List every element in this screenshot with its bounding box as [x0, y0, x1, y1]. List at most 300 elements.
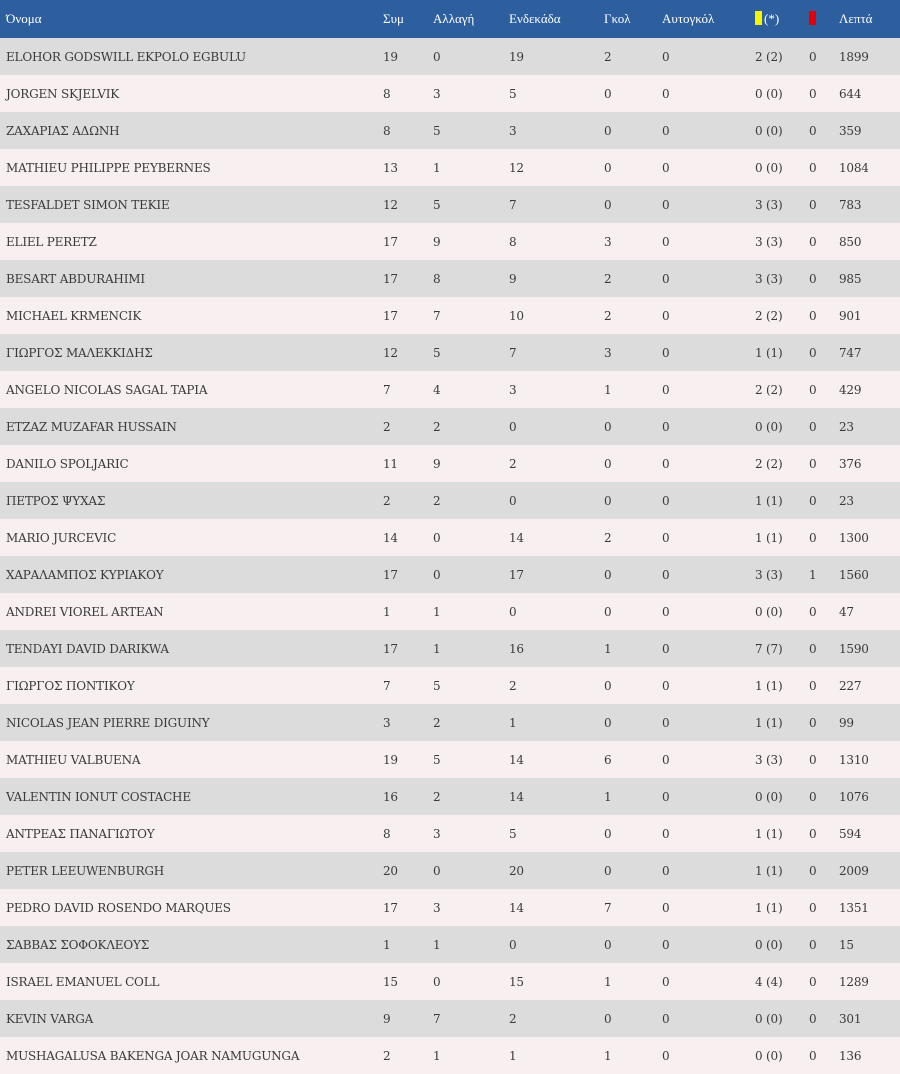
appearances-cell: 2 [383, 493, 391, 508]
starting-cell: 2 [509, 1011, 517, 1026]
starting-cell: 15 [509, 974, 524, 989]
goals-cell: 2 [604, 271, 612, 286]
table-row [0, 371, 900, 408]
substitute-cell: 0 [433, 49, 441, 64]
column-header-substitute[interactable] [427, 0, 503, 38]
appearances-cell: 8 [383, 86, 391, 101]
appearances-cell: 7 [383, 382, 391, 397]
own-goals-cell: 0 [662, 1011, 670, 1026]
minutes-cell: 301 [839, 1011, 862, 1026]
substitute-cell: 4 [433, 382, 441, 397]
player-name-cell[interactable]: ΧΑΡΑΛΑΜΠΟΣ ΚΥΡΙΑΚΟΥ [6, 567, 164, 582]
appearances-cell: 2 [383, 419, 391, 434]
minutes-cell: 850 [839, 234, 862, 249]
goals-cell: 3 [604, 234, 612, 249]
player-name-cell[interactable]: ΓΙΩΡΓΟΣ ΜΑΛΕΚΚΙΔΗΣ [6, 345, 153, 360]
red-cards-cell: 0 [809, 937, 817, 952]
substitute-cell: 5 [433, 752, 441, 767]
substitute-cell: 2 [433, 493, 441, 508]
minutes-cell: 1300 [839, 530, 869, 545]
starting-cell: 0 [509, 419, 517, 434]
goals-cell: 3 [604, 345, 612, 360]
starting-cell: 3 [509, 123, 517, 138]
red-cards-cell: 0 [809, 345, 817, 360]
goals-cell: 1 [604, 382, 612, 397]
own-goals-cell: 0 [662, 641, 670, 656]
substitute-cell: 9 [433, 456, 441, 471]
red-cards-cell: 0 [809, 197, 817, 212]
starting-cell: 5 [509, 826, 517, 841]
starting-cell: 1 [509, 1048, 517, 1063]
yellow-cards-cell: 0 (0) [755, 789, 783, 804]
own-goals-cell: 0 [662, 678, 670, 693]
red-cards-cell: 0 [809, 715, 817, 730]
starting-cell: 10 [509, 308, 524, 323]
goals-cell: 0 [604, 604, 612, 619]
goals-cell: 1 [604, 789, 612, 804]
table-row [0, 260, 900, 297]
minutes-cell: 227 [839, 678, 862, 693]
appearances-cell: 19 [383, 49, 398, 64]
substitute-cell: 0 [433, 567, 441, 582]
substitute-cell: 0 [433, 530, 441, 545]
column-header-goals[interactable] [598, 0, 656, 38]
table-row [0, 741, 900, 778]
appearances-cell: 11 [383, 456, 398, 471]
substitute-cell: 3 [433, 826, 441, 841]
red-cards-cell: 0 [809, 974, 817, 989]
own-goals-cell: 0 [662, 123, 670, 138]
table-row [0, 482, 900, 519]
starting-cell: 19 [509, 49, 524, 64]
table-row [0, 630, 900, 667]
minutes-cell: 594 [839, 826, 862, 841]
red-cards-cell: 0 [809, 826, 817, 841]
minutes-cell: 359 [839, 123, 862, 138]
appearances-cell: 3 [383, 715, 391, 730]
own-goals-cell: 0 [662, 715, 670, 730]
player-name-cell[interactable]: ANDREI VIOREL ARTEAN [6, 604, 164, 619]
minutes-cell: 15 [839, 937, 854, 952]
own-goals-cell: 0 [662, 382, 670, 397]
yellow-cards-cell: 0 (0) [755, 123, 783, 138]
yellow-cards-cell: 0 (0) [755, 1048, 783, 1063]
yellow-cards-cell: 1 (1) [755, 678, 783, 693]
player-name-cell[interactable]: KEVIN VARGA [6, 1011, 94, 1026]
appearances-cell: 17 [383, 641, 398, 656]
table-row [0, 223, 900, 260]
substitute-cell: 5 [433, 123, 441, 138]
table-row [0, 1000, 900, 1037]
substitute-cell: 7 [433, 308, 441, 323]
goals-cell: 0 [604, 456, 612, 471]
minutes-cell: 783 [839, 197, 862, 212]
appearances-cell: 20 [383, 863, 398, 878]
goals-cell: 7 [604, 900, 612, 915]
own-goals-cell: 0 [662, 863, 670, 878]
own-goals-cell: 0 [662, 308, 670, 323]
starting-cell: 5 [509, 86, 517, 101]
goals-cell: 0 [604, 160, 612, 175]
column-header-name[interactable] [0, 0, 377, 38]
table-row [0, 704, 900, 741]
column-header-minutes-label: Λεπτά [839, 11, 873, 26]
minutes-cell: 1351 [839, 900, 869, 915]
red-cards-cell: 0 [809, 160, 817, 175]
minutes-cell: 1310 [839, 752, 869, 767]
yellow-cards-cell: 3 (3) [755, 234, 783, 249]
minutes-cell: 429 [839, 382, 862, 397]
own-goals-cell: 0 [662, 567, 670, 582]
red-cards-cell: 0 [809, 863, 817, 878]
table-row [0, 297, 900, 334]
starting-cell: 14 [509, 789, 524, 804]
substitute-cell: 5 [433, 197, 441, 212]
starting-cell: 7 [509, 345, 517, 360]
goals-cell: 0 [604, 863, 612, 878]
player-name-cell[interactable]: NICOLAS JEAN PIERRE DIGUINY [6, 715, 210, 730]
own-goals-cell: 0 [662, 86, 670, 101]
red-cards-cell: 0 [809, 1048, 817, 1063]
yellow-cards-cell: 1 (1) [755, 826, 783, 841]
starting-cell: 14 [509, 530, 524, 545]
player-name-cell[interactable]: ΣΑΒΒΑΣ ΣΟΦΟΚΛΕΟΥΣ [6, 937, 149, 952]
goals-cell: 0 [604, 419, 612, 434]
yellow-cards-cell: 1 (1) [755, 530, 783, 545]
goals-cell: 0 [604, 493, 612, 508]
minutes-cell: 1899 [839, 49, 869, 64]
yellow-cards-cell: 1 (1) [755, 715, 783, 730]
appearances-cell: 15 [383, 974, 398, 989]
appearances-cell: 13 [383, 160, 398, 175]
yellow-cards-cell: 0 (0) [755, 1011, 783, 1026]
minutes-cell: 99 [839, 715, 854, 730]
starting-cell: 1 [509, 715, 517, 730]
goals-cell: 2 [604, 49, 612, 64]
appearances-cell: 12 [383, 345, 398, 360]
table-row [0, 889, 900, 926]
own-goals-cell: 0 [662, 419, 670, 434]
yellow-cards-cell: 0 (0) [755, 86, 783, 101]
appearances-cell: 1 [383, 937, 391, 952]
table-row [0, 815, 900, 852]
starting-cell: 7 [509, 197, 517, 212]
table-row [0, 445, 900, 482]
goals-cell: 0 [604, 197, 612, 212]
player-name-cell[interactable]: MICHAEL KRMENCIK [6, 308, 142, 323]
yellow-cards-cell: 0 (0) [755, 604, 783, 619]
column-header-minutes[interactable] [833, 0, 900, 38]
red-cards-cell: 0 [809, 49, 817, 64]
table-body [0, 38, 900, 1074]
yellow-cards-cell: 7 (7) [755, 641, 783, 656]
starting-cell: 16 [509, 641, 524, 656]
table-row [0, 75, 900, 112]
starting-cell: 8 [509, 234, 517, 249]
goals-cell: 0 [604, 1011, 612, 1026]
own-goals-cell: 0 [662, 493, 670, 508]
own-goals-cell: 0 [662, 234, 670, 249]
yellow-cards-cell: 0 (0) [755, 419, 783, 434]
yellow-cards-cell: 1 (1) [755, 900, 783, 915]
starting-cell: 2 [509, 456, 517, 471]
red-cards-cell: 0 [809, 530, 817, 545]
substitute-cell: 2 [433, 789, 441, 804]
starting-cell: 14 [509, 752, 524, 767]
appearances-cell: 17 [383, 271, 398, 286]
player-name-cell[interactable]: ETZAZ MUZAFAR HUSSAIN [6, 419, 177, 434]
yellow-cards-cell: 1 (1) [755, 863, 783, 878]
yellow-cards-cell: 4 (4) [755, 974, 783, 989]
substitute-cell: 8 [433, 271, 441, 286]
table-row [0, 334, 900, 371]
player-name-cell[interactable]: PEDRO DAVID ROSENDO MARQUES [6, 900, 231, 915]
starting-cell: 14 [509, 900, 524, 915]
own-goals-cell: 0 [662, 49, 670, 64]
own-goals-cell: 0 [662, 1048, 670, 1063]
own-goals-cell: 0 [662, 826, 670, 841]
appearances-cell: 8 [383, 826, 391, 841]
yellow-cards-cell: 1 (1) [755, 493, 783, 508]
player-name-cell[interactable]: ΓΙΩΡΓΟΣ ΠΟΝΤΙΚΟΥ [6, 678, 135, 693]
player-name-cell[interactable]: ISRAEL EMANUEL COLL [6, 974, 160, 989]
minutes-cell: 2009 [839, 863, 869, 878]
player-name-cell[interactable]: PETER LEEUWENBURGH [6, 863, 165, 878]
own-goals-cell: 0 [662, 900, 670, 915]
appearances-cell: 12 [383, 197, 398, 212]
table-row [0, 963, 900, 1000]
minutes-cell: 23 [839, 493, 854, 508]
minutes-cell: 136 [839, 1048, 862, 1063]
column-header-substitute-label: Αλλαγή [433, 11, 475, 26]
red-cards-cell: 0 [809, 308, 817, 323]
substitute-cell: 1 [433, 604, 441, 619]
starting-cell: 17 [509, 567, 524, 582]
own-goals-cell: 0 [662, 197, 670, 212]
starting-cell: 20 [509, 863, 524, 878]
own-goals-cell: 0 [662, 456, 670, 471]
own-goals-cell: 0 [662, 937, 670, 952]
column-header-own-goals-label: Αυτογκόλ [662, 11, 715, 26]
red-cards-cell: 0 [809, 752, 817, 767]
player-name-cell[interactable]: ELOHOR GODSWILL EKPOLO EGBULU [6, 49, 246, 64]
yellow-card-icon [755, 11, 762, 25]
goals-cell: 2 [604, 530, 612, 545]
own-goals-cell: 0 [662, 530, 670, 545]
player-name-cell[interactable]: MUSHAGALUSA BAKENGA JOAR NAMUGUNGA [6, 1048, 300, 1063]
goals-cell: 2 [604, 308, 612, 323]
red-cards-cell: 0 [809, 900, 817, 915]
red-cards-cell: 0 [809, 789, 817, 804]
goals-cell: 0 [604, 678, 612, 693]
minutes-cell: 985 [839, 271, 862, 286]
player-name-cell[interactable]: BESART ABDURAHIMI [6, 271, 145, 286]
player-name-cell[interactable]: VALENTIN IONUT COSTACHE [6, 789, 191, 804]
substitute-cell: 2 [433, 715, 441, 730]
goals-cell: 6 [604, 752, 612, 767]
red-card-icon [809, 11, 816, 25]
red-cards-cell: 0 [809, 382, 817, 397]
player-name-cell[interactable]: TESFALDET SIMON TEKIE [6, 197, 170, 212]
substitute-cell: 1 [433, 937, 441, 952]
minutes-cell: 23 [839, 419, 854, 434]
table-row [0, 519, 900, 556]
own-goals-cell: 0 [662, 752, 670, 767]
red-cards-cell: 0 [809, 234, 817, 249]
yellow-cards-cell: 2 (2) [755, 382, 783, 397]
starting-cell: 12 [509, 160, 524, 175]
player-name-cell[interactable]: ELIEL PERETZ [6, 234, 97, 249]
minutes-cell: 1560 [839, 567, 869, 582]
starting-cell: 0 [509, 604, 517, 619]
column-header-own-goals[interactable] [656, 0, 749, 38]
starting-cell: 2 [509, 678, 517, 693]
column-header-starting-label: Ενδεκάδα [509, 11, 561, 26]
column-header-appearances-label: Συμ [383, 11, 404, 26]
minutes-cell: 1289 [839, 974, 869, 989]
column-header-starting[interactable] [503, 0, 598, 38]
minutes-cell: 1076 [839, 789, 869, 804]
table-row [0, 38, 900, 75]
starting-cell: 9 [509, 271, 517, 286]
goals-cell: 0 [604, 86, 612, 101]
goals-cell: 0 [604, 715, 612, 730]
minutes-cell: 747 [839, 345, 862, 360]
substitute-cell: 9 [433, 234, 441, 249]
minutes-cell: 901 [839, 308, 862, 323]
red-cards-cell: 0 [809, 271, 817, 286]
starting-cell: 3 [509, 382, 517, 397]
red-cards-cell: 0 [809, 493, 817, 508]
player-name-cell[interactable]: DANILO SPOLJARIC [6, 456, 129, 471]
player-name-cell[interactable]: ΑΝΤΡΕΑΣ ΠΑΝΑΓΙΩΤΟΥ [6, 826, 155, 841]
appearances-cell: 16 [383, 789, 398, 804]
table-row [0, 926, 900, 963]
substitute-cell: 2 [433, 419, 441, 434]
red-cards-cell: 1 [809, 567, 817, 582]
yellow-cards-cell: 3 (3) [755, 197, 783, 212]
column-header-name-label: Όνομα [6, 11, 42, 26]
substitute-cell: 0 [433, 974, 441, 989]
substitute-cell: 7 [433, 1011, 441, 1026]
minutes-cell: 644 [839, 86, 862, 101]
table-row [0, 852, 900, 889]
substitute-cell: 3 [433, 900, 441, 915]
table-row [0, 408, 900, 445]
column-header-yellow-cards-label: (*) [764, 11, 780, 26]
yellow-cards-cell: 3 (3) [755, 567, 783, 582]
starting-cell: 0 [509, 937, 517, 952]
table-row [0, 149, 900, 186]
red-cards-cell: 0 [809, 678, 817, 693]
goals-cell: 0 [604, 937, 612, 952]
yellow-cards-cell: 3 (3) [755, 271, 783, 286]
own-goals-cell: 0 [662, 271, 670, 286]
substitute-cell: 5 [433, 345, 441, 360]
player-name-cell[interactable]: ΠΕΤΡΟΣ ΨΥΧΑΣ [6, 493, 106, 508]
yellow-cards-cell: 2 (2) [755, 456, 783, 471]
table-row [0, 667, 900, 704]
column-header-goals-label: Γκολ [604, 11, 631, 26]
player-name-cell[interactable]: ANGELO NICOLAS SAGAL TAPIA [6, 382, 208, 397]
yellow-cards-cell: 1 (1) [755, 345, 783, 360]
substitute-cell: 3 [433, 86, 441, 101]
appearances-cell: 2 [383, 1048, 391, 1063]
player-name-cell[interactable]: MARIO JURCEVIC [6, 530, 117, 545]
goals-cell: 1 [604, 641, 612, 656]
table-row [0, 593, 900, 630]
substitute-cell: 1 [433, 160, 441, 175]
minutes-cell: 47 [839, 604, 854, 619]
table-header-row [0, 0, 900, 38]
minutes-cell: 1590 [839, 641, 869, 656]
own-goals-cell: 0 [662, 604, 670, 619]
substitute-cell: 0 [433, 863, 441, 878]
red-cards-cell: 0 [809, 123, 817, 138]
table-row [0, 778, 900, 815]
appearances-cell: 17 [383, 308, 398, 323]
appearances-cell: 19 [383, 752, 398, 767]
red-cards-cell: 0 [809, 1011, 817, 1026]
table-row [0, 556, 900, 593]
red-cards-cell: 0 [809, 604, 817, 619]
substitute-cell: 5 [433, 678, 441, 693]
appearances-cell: 17 [383, 234, 398, 249]
yellow-cards-cell: 2 (2) [755, 49, 783, 64]
column-header-yellow-cards[interactable] [749, 0, 803, 38]
player-name-cell[interactable]: MATHIEU PHILIPPE PEYBERNES [6, 160, 211, 175]
goals-cell: 0 [604, 567, 612, 582]
red-cards-cell: 0 [809, 456, 817, 471]
starting-cell: 0 [509, 493, 517, 508]
table-row [0, 112, 900, 149]
red-cards-cell: 0 [809, 86, 817, 101]
red-cards-cell: 0 [809, 419, 817, 434]
appearances-cell: 7 [383, 678, 391, 693]
appearances-cell: 1 [383, 604, 391, 619]
red-cards-cell: 0 [809, 641, 817, 656]
column-header-appearances[interactable] [377, 0, 427, 38]
player-name-cell[interactable]: MATHIEU VALBUENA [6, 752, 141, 767]
appearances-cell: 17 [383, 900, 398, 915]
table-row [0, 1037, 900, 1074]
player-name-cell[interactable]: ΖΑΧΑΡΙΑΣ ΑΔΩΝΗ [6, 123, 120, 138]
appearances-cell: 9 [383, 1011, 391, 1026]
appearances-cell: 8 [383, 123, 391, 138]
player-name-cell[interactable]: TENDAYI DAVID DARIKWA [6, 641, 169, 656]
own-goals-cell: 0 [662, 789, 670, 804]
yellow-cards-cell: 3 (3) [755, 752, 783, 767]
minutes-cell: 376 [839, 456, 862, 471]
substitute-cell: 1 [433, 1048, 441, 1063]
goals-cell: 0 [604, 826, 612, 841]
yellow-cards-cell: 0 (0) [755, 160, 783, 175]
substitute-cell: 1 [433, 641, 441, 656]
player-name-cell[interactable]: JORGEN SKJELVIK [6, 86, 120, 101]
minutes-cell: 1084 [839, 160, 869, 175]
own-goals-cell: 0 [662, 974, 670, 989]
goals-cell: 1 [604, 1048, 612, 1063]
goals-cell: 1 [604, 974, 612, 989]
own-goals-cell: 0 [662, 160, 670, 175]
goals-cell: 0 [604, 123, 612, 138]
column-header-red-cards[interactable] [803, 0, 833, 38]
appearances-cell: 14 [383, 530, 398, 545]
yellow-cards-cell: 2 (2) [755, 308, 783, 323]
appearances-cell: 17 [383, 567, 398, 582]
table-row [0, 186, 900, 223]
yellow-cards-cell: 0 (0) [755, 937, 783, 952]
